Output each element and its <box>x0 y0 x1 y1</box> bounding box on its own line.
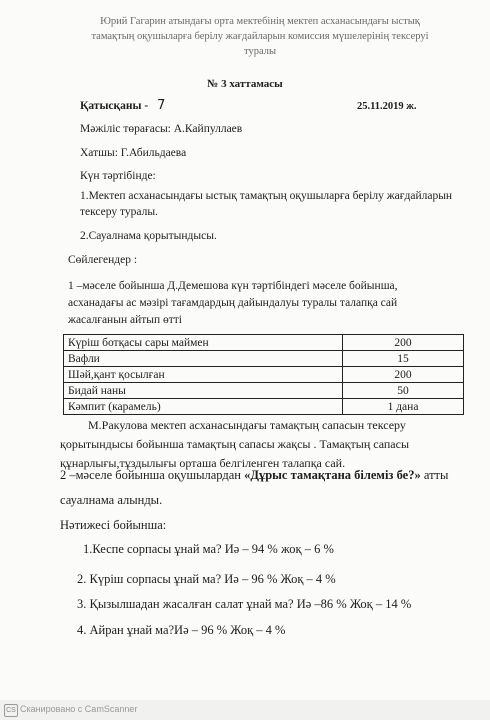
results-title: Нәтижесі бойынша: <box>60 518 167 532</box>
participants-count: 7 <box>157 98 166 113</box>
menu-item-cell: Күріш ботқасы сары маймен <box>64 335 343 351</box>
survey-line-1-prefix: 2 –мәселе бойынша оқушылардан <box>60 468 245 482</box>
agenda-item-1-line-1: 1.Мектеп асханасындағы ыстық тамақтың оқушыларға берілу жағдайларын <box>80 190 453 202</box>
rakulova-line-1: М.Ракулова мектеп асханасындағы тамақтың сапасын тексеру <box>88 418 406 432</box>
speakers-title: Сөйлегендер : <box>68 254 138 266</box>
secretary: Хатшы: Г.Абильдаева <box>80 147 187 159</box>
table-row <box>64 399 464 415</box>
protocol-title: № 3 хаттамасы <box>207 78 283 90</box>
menu-item-cell: Шәй,қант қосылған <box>64 367 343 383</box>
chair: Мәжіліс төрағасы: А.Кайпуллаев <box>80 123 243 135</box>
table-row <box>64 367 464 383</box>
agenda-title: Күн тәртібінде: <box>80 170 156 182</box>
header-title <box>60 14 460 59</box>
agenda-item-2: 2.Сауалнама қорытындысы. <box>80 230 217 242</box>
menu-item-cell: Кәмпит (карамель) <box>64 399 343 415</box>
menu-qty-cell: 1 дана <box>343 399 464 415</box>
menu-qty-cell: 15 <box>343 351 464 367</box>
header-line-1: Юрий Гагарин атындағы орта мектебінің мектеп асханасындағы ыстық <box>100 16 420 27</box>
survey-question-3: 3. Қызылшадан жасалған салат ұнай ма? Иә –86 % Жоқ – 14 % <box>77 597 412 611</box>
scanner-watermark: Сканировано с CamScanner <box>20 704 138 714</box>
camscanner-logo-icon: CS <box>4 704 18 717</box>
date: 25.11.2019 ж. <box>357 101 417 112</box>
speaker-1-line-1: 1 –мәселе бойынша Д.Демешова күн тәртібіндегі мәселе бойынша, <box>68 280 398 292</box>
menu-item-cell: Вафли <box>64 351 343 367</box>
survey-question-2: 2. Күріш сорпасы ұнай ма? Иә – 96 % Жоқ – 4 % <box>77 572 336 586</box>
table-row <box>64 335 464 351</box>
rakulova-line-3: құнарлығы,тұздылығы орташа белгіленген талапқа сай. <box>60 456 346 470</box>
participants-label: Қатысқаны - <box>80 100 149 112</box>
table-row <box>64 383 464 399</box>
survey-question-4: 4. Айран ұнай ма?Иә – 96 % Жоқ – 4 % <box>77 623 286 637</box>
speaker-1-line-3: жасалғанын айтып өтті <box>68 314 183 326</box>
menu-qty-cell: 200 <box>343 367 464 383</box>
speaker-1-line-2: асханадағы ас мәзірі тағамдардың дайындалуы туралы талапқа сай <box>68 297 398 309</box>
participants <box>80 98 165 113</box>
menu-table <box>63 334 464 415</box>
survey-title: «Дұрыс тамақтана білеміз бе?» <box>244 468 421 482</box>
rakulova-line-2: қорытындысы бойынша тамақтың сапасы жақсы . Тамақтың сапасы <box>60 437 410 451</box>
header-line-2: тамақтың оқушыларға берілу жағдайларын комиссия мүшелерінің тексеруі <box>91 31 429 42</box>
survey-line-1-suffix: атты <box>420 468 449 482</box>
menu-qty-cell: 200 <box>343 335 464 351</box>
survey-line-2: сауалнама алынды. <box>60 493 163 507</box>
table-row <box>64 351 464 367</box>
survey-question-1: 1.Кеспе сорпасы ұнай ма? Иә – 94 % жоқ – 6 % <box>83 542 334 556</box>
menu-qty-cell: 50 <box>343 383 464 399</box>
survey-line-1 <box>60 468 448 483</box>
agenda-item-1-line-2: тексеру туралы. <box>80 206 158 218</box>
header-line-3: туралы <box>244 46 276 57</box>
menu-item-cell: Бидай наны <box>64 383 343 399</box>
